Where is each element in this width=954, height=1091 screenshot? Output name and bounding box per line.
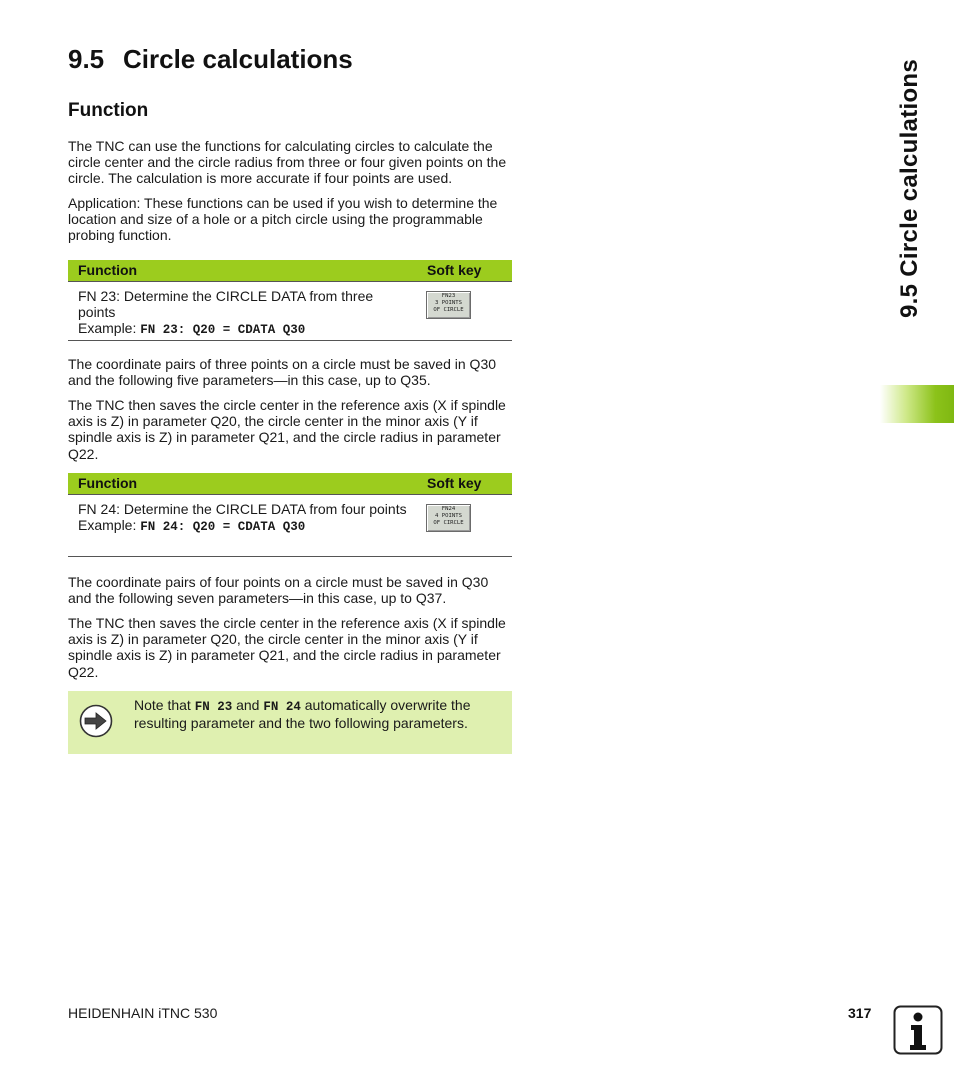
softkey-fn23-button[interactable] (426, 291, 471, 319)
header-softkey: Soft key (427, 262, 482, 278)
info-icon (893, 1005, 943, 1055)
paragraph-result-fn24: The TNC then saves the circle center in the reference axis (X if spindle axis is Z) in parameter Q20, the circle center in the minor axis (Y if spindle axis is Z) in parameter Q21, and the circle radius in parameter Q22. (68, 615, 506, 680)
note-code-fn24: FN 24 (263, 700, 301, 714)
note-suffix: automatically overwrite the resulting parameter and the two following parameters. (134, 697, 471, 732)
table-row (68, 282, 512, 336)
softkey-line: OF CIRCLE (433, 520, 464, 527)
note-prefix: Note that (134, 697, 195, 713)
description-text: FN 24: Determine the CIRCLE DATA from four points (78, 501, 407, 517)
paragraph-application: Application: These functions can be used if you wish to determine the location and size of a hole or a pitch circle using the programmable probing function. (68, 195, 498, 244)
paragraph-four-points: The coordinate pairs of four points on a circle must be saved in Q30 and the following seven parameters—in this case, up to Q37. (68, 574, 489, 607)
note-box (68, 691, 512, 754)
softkey-line: FN23 (441, 293, 456, 299)
description-text: FN 23: Determine the CIRCLE DATA from three points (78, 288, 374, 321)
paragraph-intro: The TNC can use the functions for calculating circles to calculate the circle center and the circle radius from three or four given points on the circle. The calculation is more accurate if four points are used. (68, 138, 507, 187)
softkey-line: 3 POINTS (435, 300, 462, 307)
sidebar-chapter-tab (880, 385, 954, 423)
softkey-line: OF CIRCLE (433, 307, 464, 314)
footer-manual-name: HEIDENHAIN iTNC 530 (68, 1005, 218, 1021)
function-description (78, 501, 408, 535)
paragraph-three-points: The coordinate pairs of three points on a circle must be saved in Q30 and the following five parameters—in this case, up to Q35. (68, 356, 497, 389)
example-label: Example: (78, 320, 141, 337)
function-table-fn23 (68, 260, 512, 341)
softkey-fn24-button[interactable] (426, 504, 471, 532)
sidebar-chapter-title: 9.5 Circle calculations (896, 58, 923, 318)
section-number: 9.5 (68, 44, 105, 74)
header-function: Function (78, 475, 138, 491)
function-table-fn24 (68, 473, 512, 557)
softkey-line: 4 POINTS (435, 513, 462, 520)
section-title: Circle calculations (123, 44, 353, 74)
note-text (134, 697, 494, 731)
page-number: 317 (848, 1005, 872, 1021)
example-code: FN 24: Q20 = CDATA Q30 (140, 520, 306, 535)
table-header (68, 473, 512, 495)
table-header (68, 260, 512, 282)
note-mid: and (232, 697, 264, 713)
arrow-right-icon (79, 704, 113, 738)
function-description (78, 288, 408, 339)
paragraph-result-fn23: The TNC then saves the circle center in the reference axis (X if spindle axis is Z) in parameter Q20, the circle center in the minor axis (Y if spindle axis is Z) in parameter Q21, and the circle radius in parameter Q22. (68, 397, 506, 462)
example-label: Example: (78, 517, 141, 534)
softkey-line: FN24 (441, 506, 456, 512)
page-title (68, 44, 353, 75)
example-code: FN 23: Q20 = CDATA Q30 (140, 323, 306, 338)
subsection-title: Function (68, 100, 149, 121)
table-row (68, 495, 512, 549)
header-function: Function (78, 262, 138, 278)
header-softkey: Soft key (427, 475, 482, 491)
note-code-fn23: FN 23 (194, 700, 233, 714)
